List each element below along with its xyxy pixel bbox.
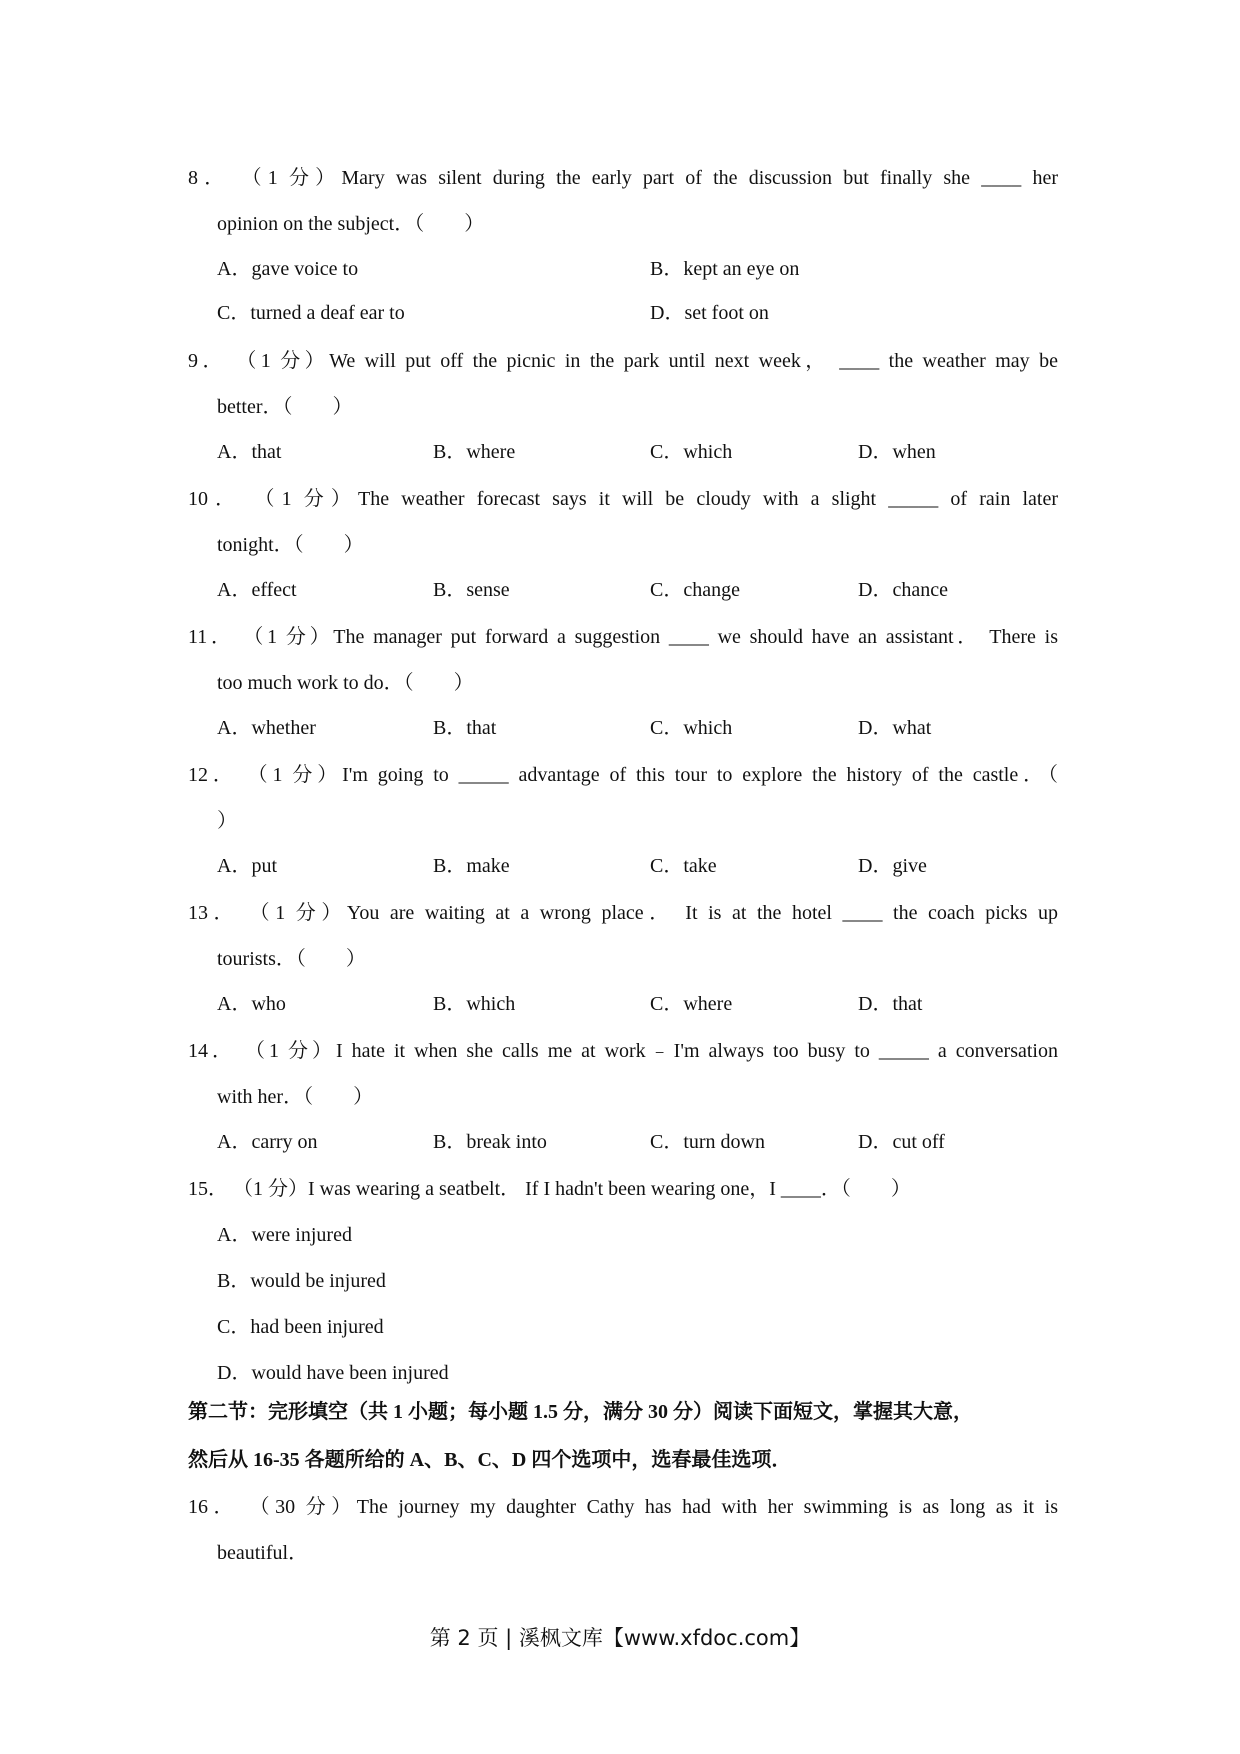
question-stem-cont: opinion on the subject．（ ）: [217, 213, 485, 235]
option-a[interactable]: A．whether: [217, 717, 316, 739]
option-b[interactable]: B．that: [433, 717, 497, 739]
question-14: [188, 1028, 1058, 1164]
option-a[interactable]: A．put: [217, 855, 278, 877]
question-stem-cont: beautiful．: [217, 1542, 309, 1564]
option-b[interactable]: B．where: [433, 441, 516, 463]
option-a[interactable]: A．effect: [217, 579, 297, 601]
section-heading-line2: 然后从 16-35 各题所给的 A、B、C、D 四个选项中，选春最佳选项．: [188, 1449, 792, 1471]
option-c[interactable]: C．change: [650, 579, 740, 601]
option-d[interactable]: D．set foot on: [650, 302, 769, 324]
section-heading: [188, 1388, 1058, 1484]
question-13: [188, 890, 1058, 1026]
option-a[interactable]: A．were injured: [217, 1224, 352, 1246]
section-heading-line1: 第二节：完形填空（共 1 小题；每小题 1.5 分，满分 30 分）阅读下面短文，掌握其大意，: [188, 1401, 973, 1423]
option-row: [188, 568, 1058, 612]
option-row: [188, 706, 1058, 750]
option-c[interactable]: C．which: [650, 717, 733, 739]
question-12: [188, 752, 1058, 888]
question-stem: 15． （1 分）I was wearing a seatbelt． If I hadn't been wearing one，I ____．（ ）: [188, 1178, 911, 1200]
option-b[interactable]: B．which: [433, 993, 516, 1015]
question-stem-cont: with her．（ ）: [217, 1086, 374, 1108]
option-d[interactable]: D．chance: [858, 579, 948, 601]
option-row: [188, 844, 1058, 888]
option-c[interactable]: C．had been injured: [217, 1316, 384, 1338]
option-d[interactable]: D．would have been injured: [217, 1362, 449, 1384]
question-stem: 10． （1 分）The weather forecast says it will be cloudy with a slight _____ of rain later: [188, 488, 1058, 510]
question-10: [188, 476, 1058, 612]
option-c[interactable]: C．which: [650, 441, 733, 463]
question-stem-cont: tonight．（ ）: [217, 534, 364, 556]
question-15: [188, 1166, 1058, 1396]
option-row: [188, 247, 1058, 291]
option-b[interactable]: B．kept an eye on: [650, 258, 800, 280]
page-footer: 第 2 页 | 溪枫文库【www.xfdoc.com】: [429, 1626, 811, 1650]
option-c[interactable]: C．turned a deaf ear to: [217, 302, 405, 324]
question-stem-cont: too much work to do．（ ）: [217, 672, 474, 694]
option-b[interactable]: B．break into: [433, 1131, 547, 1153]
option-row: [188, 982, 1058, 1026]
option-d[interactable]: D．that: [858, 993, 923, 1015]
question-9: [188, 338, 1058, 474]
option-a[interactable]: A．gave voice to: [217, 258, 359, 280]
option-row: [188, 291, 1058, 335]
option-b[interactable]: B．sense: [433, 579, 510, 601]
question-11: [188, 614, 1058, 750]
option-row: [188, 430, 1058, 474]
question-stem: 12． （1 分）I'm going to _____ advantage of this tour to explore the history of the castle．（: [188, 764, 1058, 786]
option-a[interactable]: A．carry on: [217, 1131, 318, 1153]
option-c[interactable]: C．turn down: [650, 1131, 766, 1153]
question-stem: 16． （30 分）The journey my daughter Cathy has had with her swimming is as long as it is: [188, 1496, 1058, 1518]
question-stem-cont: better．（ ）: [217, 396, 353, 418]
question-stem: 9． （1 分）We will put off the picnic in the park until next week， ____ the weather may be: [188, 350, 1058, 372]
option-c[interactable]: C．take: [650, 855, 717, 877]
option-a[interactable]: A．who: [217, 993, 286, 1015]
option-b[interactable]: B．would be injured: [217, 1270, 386, 1292]
option-d[interactable]: D．cut off: [858, 1131, 945, 1153]
option-d[interactable]: D．when: [858, 441, 936, 463]
question-stem: 13． （1 分）You are waiting at a wrong place． It is at the hotel ____ the coach picks up: [188, 902, 1058, 924]
question-stem: 11． （1 分）The manager put forward a suggestion ____ we should have an assistant． There is: [188, 626, 1058, 648]
question-stem: 8． （1 分）Mary was silent during the early part of the discussion but finally she ____ her: [188, 167, 1058, 189]
option-c[interactable]: C．where: [650, 993, 733, 1015]
question-stem-cont: tourists．（ ）: [217, 948, 366, 970]
option-b[interactable]: B．make: [433, 855, 510, 877]
question-stem: 14． （1 分）I hate it when she calls me at work﹣I'm always too busy to _____ a conversation: [188, 1040, 1058, 1062]
question-8: [188, 155, 1058, 335]
option-row: [188, 1120, 1058, 1164]
question-16: [188, 1484, 1058, 1576]
option-d[interactable]: D．what: [858, 717, 932, 739]
question-stem-cont: ）: [217, 810, 237, 832]
option-d[interactable]: D．give: [858, 855, 927, 877]
option-a[interactable]: A．that: [217, 441, 282, 463]
